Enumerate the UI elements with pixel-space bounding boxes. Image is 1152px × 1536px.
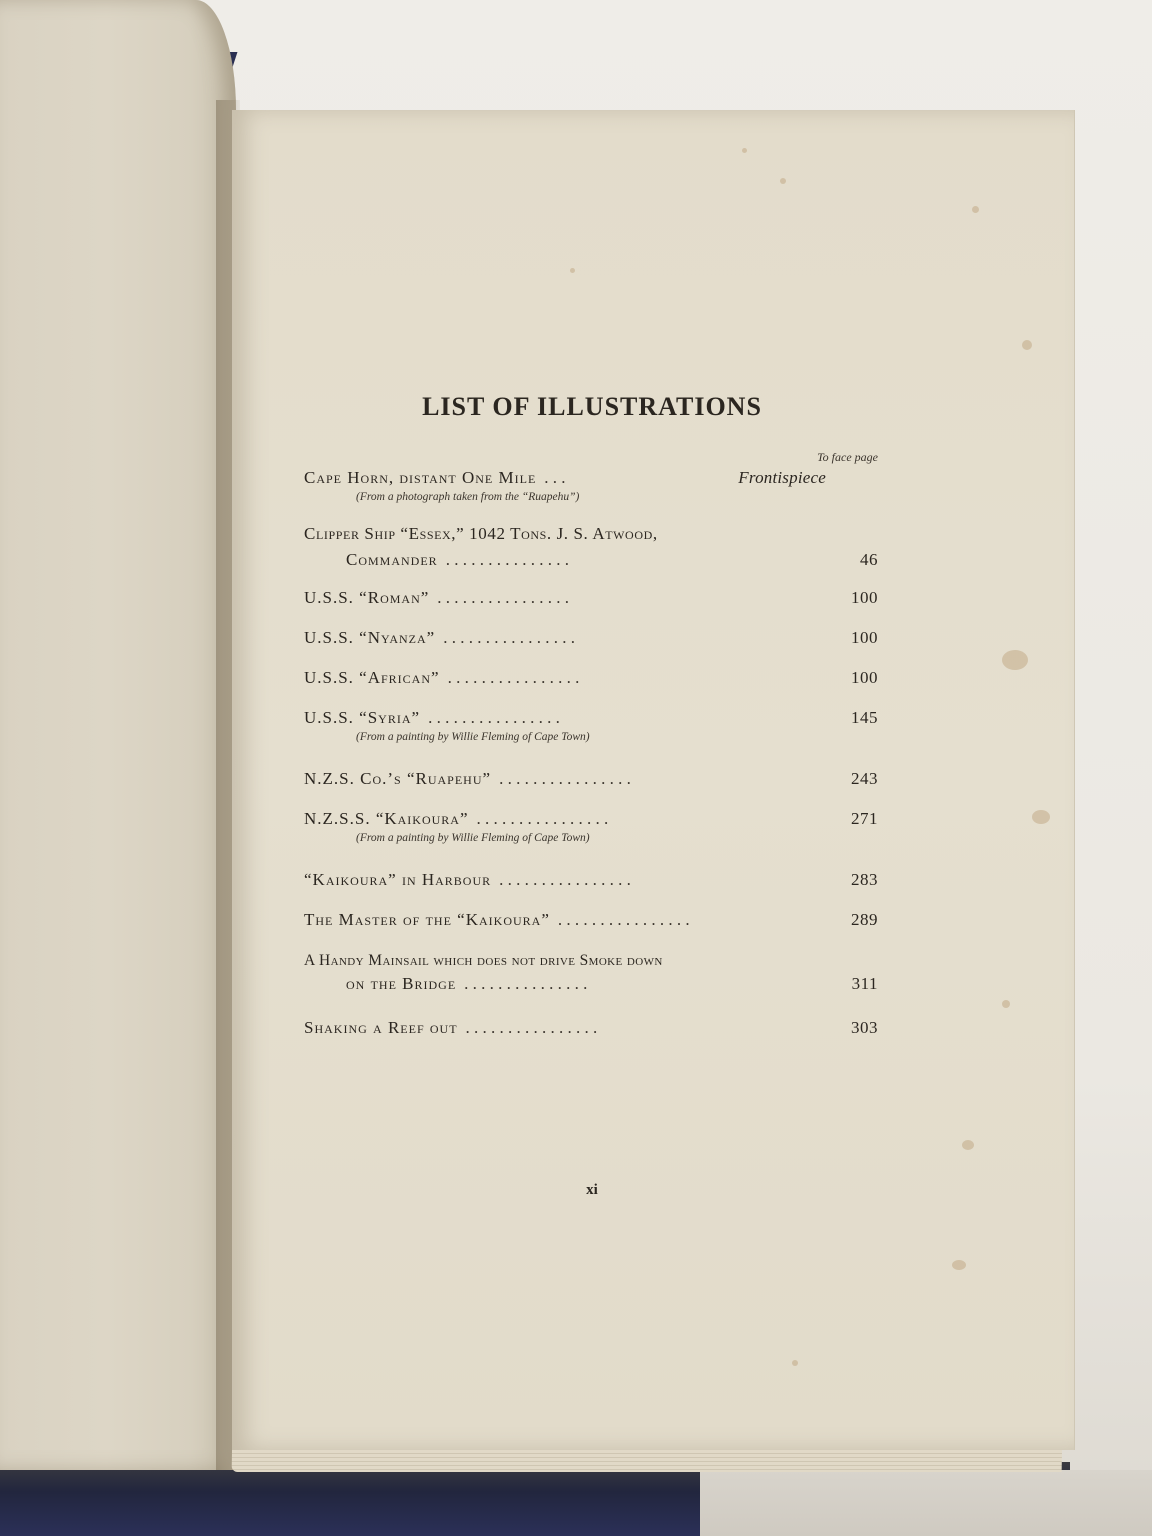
leader-dots: . . . . . . . . . . . . . . . . [428, 708, 560, 727]
list-item-page: 145 [851, 708, 878, 727]
leader-dots: . . . . . . . . . . . . . . . [445, 550, 569, 569]
leader-dots: . . . . . . . . . . . . . . . . [499, 870, 631, 889]
list-item-title: U.S.S. “African” [304, 668, 440, 687]
list-item-line [304, 468, 878, 488]
list-item [304, 708, 878, 743]
list-item [304, 769, 878, 789]
list-item-page: 46 [860, 550, 878, 569]
foxing-spot [742, 148, 747, 153]
list-item-page: 100 [851, 668, 878, 687]
list-item-title: N.Z.S. Co.’s “Ruapehu” [304, 769, 492, 788]
list-item [304, 628, 878, 648]
list-item [304, 870, 878, 890]
foxing-spot [1032, 810, 1050, 824]
column-heading: To face page [817, 450, 878, 464]
leader-dots: . . . . . . . . . . . . . . . . [557, 910, 690, 929]
list-item [304, 668, 878, 688]
foxing-spot [1002, 650, 1028, 670]
leader-dots: . . . . . . . . . . . . . . . . [437, 588, 570, 607]
foxing-spot [792, 1360, 798, 1366]
list-item-line [304, 910, 878, 930]
list-item [304, 468, 878, 503]
foxing-spot [780, 178, 786, 184]
foxing-spot [1022, 340, 1032, 350]
list-item-line [304, 952, 878, 970]
list-item [304, 809, 878, 844]
leader-dots: . . . . . . . . . . . . . . . . [465, 1018, 598, 1037]
leader-dots: . . . . . . . . . . . . . . . [464, 974, 588, 993]
list-item-title: Shaking a Reef out [304, 1018, 458, 1037]
leader-dots: . . . . . . . . . . . . . . . . [476, 809, 609, 828]
list-item-line [304, 809, 878, 829]
list-item-line [304, 870, 878, 890]
leader-dots: . . . . . . . . . . . . . . . . [443, 628, 575, 647]
list-item-page: 100 [851, 588, 878, 607]
list-item [304, 1018, 878, 1038]
list-item [304, 952, 878, 994]
list-item-title: A Handy Mainsail which does not drive Smoke down [304, 952, 663, 969]
list-item [304, 910, 878, 930]
list-item-title-continued: Commander [346, 550, 438, 569]
list-item-page: 271 [851, 809, 878, 828]
list-item-page: 289 [851, 910, 878, 929]
list-item-line [304, 769, 878, 789]
page-number: xi [586, 1182, 598, 1198]
list-item-line [304, 588, 878, 608]
list-item-title: Clipper Ship “Essex,” 1042 Tons. J. S. Atwood, [304, 524, 658, 543]
list-item [304, 524, 878, 570]
list-item-line [304, 974, 878, 994]
list-item-page: 283 [851, 870, 878, 889]
list-item-credit: (From a painting by Willie Fleming of Cape Town) [356, 731, 590, 743]
list-item-title: Cape Horn, distant One Mile [304, 468, 537, 487]
list-item-page: 303 [851, 1018, 878, 1037]
leader-dots: . . . . . . . . . . . . . . . . [499, 769, 631, 788]
list-item [304, 588, 878, 608]
list-item-title-continued: on the Bridge [346, 974, 457, 993]
right-page [232, 110, 1074, 1450]
list-item-page: Frontispiece [738, 468, 826, 487]
list-item-title: “Kaikoura” in Harbour [304, 870, 492, 889]
list-item-line [304, 708, 878, 728]
left-page [0, 0, 236, 1470]
leader-dots: . . . . . . . . . . . . . . . . [447, 668, 580, 687]
list-item-title: N.Z.S.S. “Kaikoura” [304, 809, 469, 828]
list-item-title: U.S.S. “Roman” [304, 588, 430, 607]
list-item-title: The Master of the “Kaikoura” [304, 910, 550, 929]
list-item-title: U.S.S. “Syria” [304, 708, 421, 727]
list-item-line [304, 550, 878, 570]
foxing-spot [952, 1260, 966, 1270]
list-item-page: 311 [851, 974, 878, 993]
list-item-line [304, 524, 878, 544]
foxing-spot [570, 268, 575, 273]
foxing-spot [1002, 1000, 1010, 1008]
list-item-line [304, 1018, 878, 1038]
table-surface [700, 1470, 1152, 1536]
page-title: LIST OF ILLUSTRATIONS [422, 392, 762, 421]
list-item-line [304, 628, 878, 648]
leader-dots: . . . [544, 468, 566, 487]
foxing-spot [972, 206, 979, 213]
list-item-credit: (From a painting by Willie Fleming of Cape Town) [356, 832, 590, 844]
list-item-page: 100 [851, 628, 878, 647]
list-item-title: U.S.S. “Nyanza” [304, 628, 436, 647]
list-item-page: 243 [851, 769, 878, 788]
list-item-line [304, 668, 878, 688]
list-item-credit: (From a photograph taken from the “Ruapehu”) [356, 491, 580, 503]
foxing-spot [962, 1140, 974, 1150]
